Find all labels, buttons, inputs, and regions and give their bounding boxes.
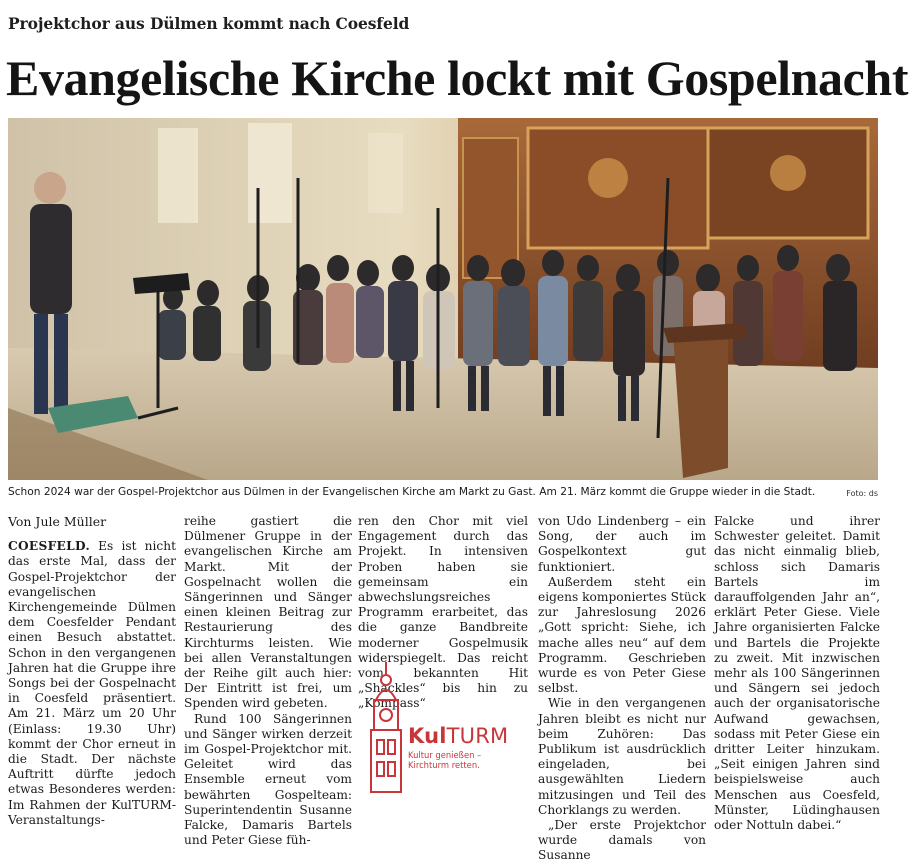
paragraph: von Udo Lindenberg – ein Song, der auch im Gospelkontext gut funktioniert. bbox=[538, 514, 706, 574]
paragraph: ren den Chor mit viel Engagement durch das Projekt. In intensiven Proben haben sie gemeinsam ein abwechslungsreiches Programm erarbeitet, das die ganze Bandbreite moderner Gospelmusik widerspiegelt. Das reicht vom bekannten Hit „Shackles“ bis hin zu „Kompass“ bbox=[358, 514, 528, 711]
article-column-5 bbox=[714, 514, 880, 833]
photo-credit: Foto: ds bbox=[846, 489, 878, 498]
church-tower-icon bbox=[362, 660, 410, 794]
article-kicker: Projektchor aus Dülmen kommt nach Coesfeld bbox=[8, 14, 410, 33]
article-column-2 bbox=[184, 514, 352, 848]
paragraph: Wie in den vergangenen Jahren bleibt es nicht nur beim Zuhören: Das Publikum ist ausdrücklich eingeladen, bei ausgewählten Liedern mitzusingen und Teil des Chorklangs zu werden. bbox=[538, 696, 706, 817]
article-photo bbox=[8, 118, 878, 480]
article-headline: Evangelische Kirche lockt mit Gospelnacht bbox=[6, 50, 909, 106]
kulturm-wordmark-turm: TURM bbox=[446, 724, 509, 748]
paragraph-text: Es ist nicht das erste Mal, dass der Gospel-Projektchor der evangelischen Kirchengemeinde Dülmen dem Coesfelder Pendant einen Besuch abstattet. Schon in den vergangenen Jahren hat die Gruppe ihre Songs bei der Gospelnacht in Coesfeld präsentiert. Am 21. März um 20 Uhr (Einlass: 19.30 Uhr) kommt der Chor erneut in die Stadt. Der nächste Auftritt dürfte jedoch etwas Besonderes werden: Im Rahmen der KulTURM-Veranstaltungs- bbox=[8, 539, 176, 827]
dateline: COESFELD. bbox=[8, 539, 90, 554]
paragraph: Außerdem steht ein eigens komponiertes Stück zur Jahreslosung 2026 „Gott spricht: Siehe, ich mache alles neu“ auf dem Programm. Geschrieben wurde es von Peter Giese selbst. bbox=[538, 574, 706, 696]
article-column-1 bbox=[8, 514, 176, 828]
kulturm-wordmark bbox=[408, 724, 508, 748]
paragraph: „Der erste Projektchor wurde damals von Susanne bbox=[538, 818, 706, 863]
paragraph: reihe gastiert die Dülmener Gruppe in der evangelischen Kirche am Markt. Mit der Gospelnacht wollen die Sängerinnen und Sänger einen kleinen Beitrag zur Restaurierung des Kirchturms leisten. Wie bei allen Veranstaltungen der Reihe gilt auch hier: Der Eintritt ist frei, um Spenden wird gebeten. bbox=[184, 514, 352, 711]
paragraph bbox=[8, 539, 176, 828]
paragraph: Rund 100 Sängerinnen und Sänger wirken derzeit im Gospel-Projektchor mit. Geleitet wird das Ensemble erneut vom bewährten Gospelteam: Superintendentin Susanne Falcke, Damaris Bartels und Peter Giese füh- bbox=[184, 711, 352, 848]
paragraph: Falcke und ihrer Schwester geleitet. Damit das nicht einmalig blieb, schloss sich Damaris Bartels im darauffolgenden Jahr an“, erklärt Peter Giese. Viele Jahre organisierten Falcke und Bartels die Projekte zu zweit. Mit inzwischen mehr als 100 Sängerinnen und Sängern sei jedoch auch der organisatorische Aufwand gewachsen, sodass mit Peter Giese ein dritter Leiter hinzukam. „Seit einigen Jahren sind beispielsweise auch Menschen aus Coesfeld, Münster, Lüdinghausen oder Nottuln dabei.“ bbox=[714, 514, 880, 833]
photo-caption: Schon 2024 war der Gospel-Projektchor aus Dülmen in der Evangelischen Kirche am Markt zu Gast. Am 21. März kommt die Gruppe wieder in die Stadt. bbox=[8, 486, 816, 498]
article-author: Von Jule Müller bbox=[8, 514, 107, 529]
kulturm-slogan: Kultur genießen – Kirchturm retten. bbox=[408, 750, 482, 770]
kulturm-wordmark-kul: Kul bbox=[408, 724, 447, 748]
article-column-4 bbox=[538, 514, 706, 864]
kulturm-logo bbox=[362, 660, 534, 794]
